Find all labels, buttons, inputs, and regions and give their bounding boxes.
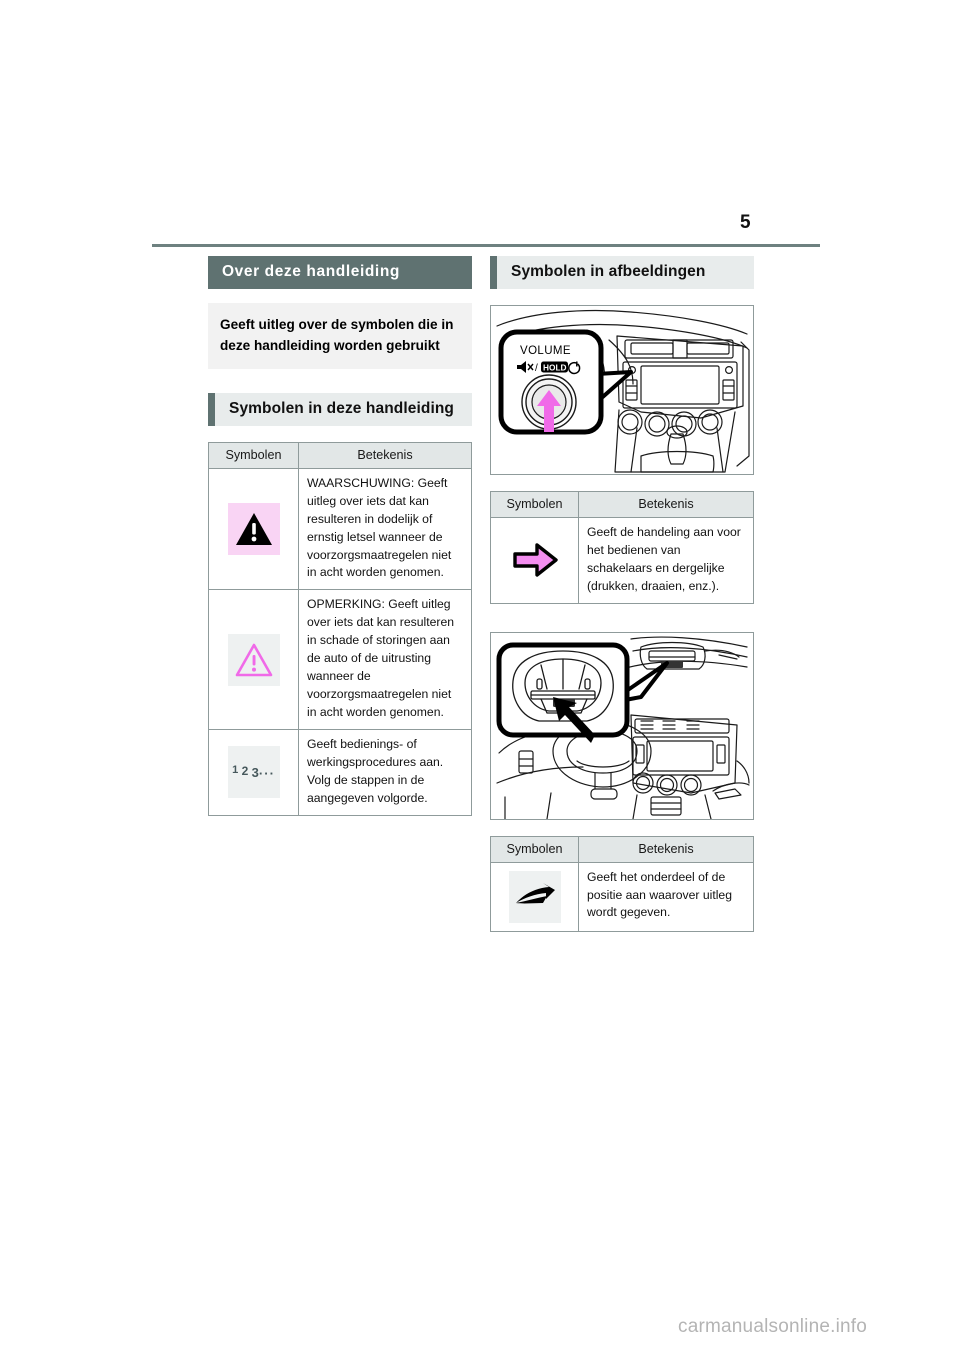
column-header-betekenis: Betekenis xyxy=(299,442,472,468)
numbered-steps-label: 1 2 3··· xyxy=(232,763,275,781)
black-swoosh-arrow-icon xyxy=(509,871,561,923)
table-row xyxy=(491,517,754,603)
svg-text:/: / xyxy=(535,362,538,374)
svg-text:VOLUME: VOLUME xyxy=(520,344,571,357)
table-header-row xyxy=(491,491,754,517)
table-row xyxy=(491,862,754,931)
section-title-over-deze-handleiding: Over deze handleiding xyxy=(208,256,472,289)
page-number: 5 xyxy=(740,212,752,233)
meaning-cell: OPMERKING: Geeft uitleg over iets dat kan resulteren in schade of storingen aan de auto of de uitrusting wanneer de voorzorgsmaatregelen niet in acht worden genomen. xyxy=(299,590,472,730)
site-watermark: carmanualsonline.info xyxy=(678,1316,868,1337)
numbered-steps-icon xyxy=(228,746,280,798)
meaning-cell: WAARSCHUWING: Geeft uitleg over iets dat kan resulteren in dodelijk of ernstig letsel wanneer de voorzorgsmaatregelen niet in acht worden genomen. xyxy=(299,468,472,590)
right-column xyxy=(490,256,754,932)
pink-block-arrow-icon xyxy=(509,534,561,586)
column-header-betekenis: Betekenis xyxy=(579,491,754,517)
symbol-cell xyxy=(209,590,299,730)
table-row xyxy=(209,729,472,815)
section-title-symbolen-in-afbeeldingen: Symbolen in afbeeldingen xyxy=(490,256,754,289)
figure-audio-volume-knob xyxy=(490,305,754,475)
symbol-cell xyxy=(209,468,299,590)
svg-text:HOLD: HOLD xyxy=(543,362,567,373)
symbol-cell xyxy=(491,862,579,931)
meaning-cell: Geeft de handeling aan voor het bedienen van schakelaars en dergelijke (drukken, draaien, enz.). xyxy=(579,517,754,603)
symbols-table-right-one xyxy=(490,491,754,604)
subsection-title-symbolen-in-deze-handleiding: Symbolen in deze handleiding xyxy=(208,393,472,426)
symbol-cell xyxy=(491,517,579,603)
header-rule xyxy=(152,244,820,247)
table-row xyxy=(209,468,472,590)
column-header-symbolen: Symbolen xyxy=(209,442,299,468)
symbols-table-left xyxy=(208,442,472,816)
symbols-table-right-two xyxy=(490,836,754,932)
warning-triangle-icon xyxy=(228,503,280,555)
table-header-row xyxy=(209,442,472,468)
symbol-cell xyxy=(209,729,299,815)
meaning-cell: Geeft bedienings- of werkingsprocedures aan. Volg de stappen in de aangegeven volgorde. xyxy=(299,729,472,815)
figure-instrument-panel xyxy=(490,632,754,820)
column-header-betekenis: Betekenis xyxy=(579,836,754,862)
intro-text-block: Geeft uitleg over de symbolen die in deze handleiding worden gebruikt xyxy=(208,303,472,369)
notice-triangle-icon xyxy=(228,634,280,686)
meaning-cell: Geeft het onderdeel of de positie aan waarover uitleg wordt gegeven. xyxy=(579,862,754,931)
table-header-row xyxy=(491,836,754,862)
left-column xyxy=(208,256,472,816)
table-row xyxy=(209,590,472,730)
column-header-symbolen: Symbolen xyxy=(491,491,579,517)
column-header-symbolen: Symbolen xyxy=(491,836,579,862)
